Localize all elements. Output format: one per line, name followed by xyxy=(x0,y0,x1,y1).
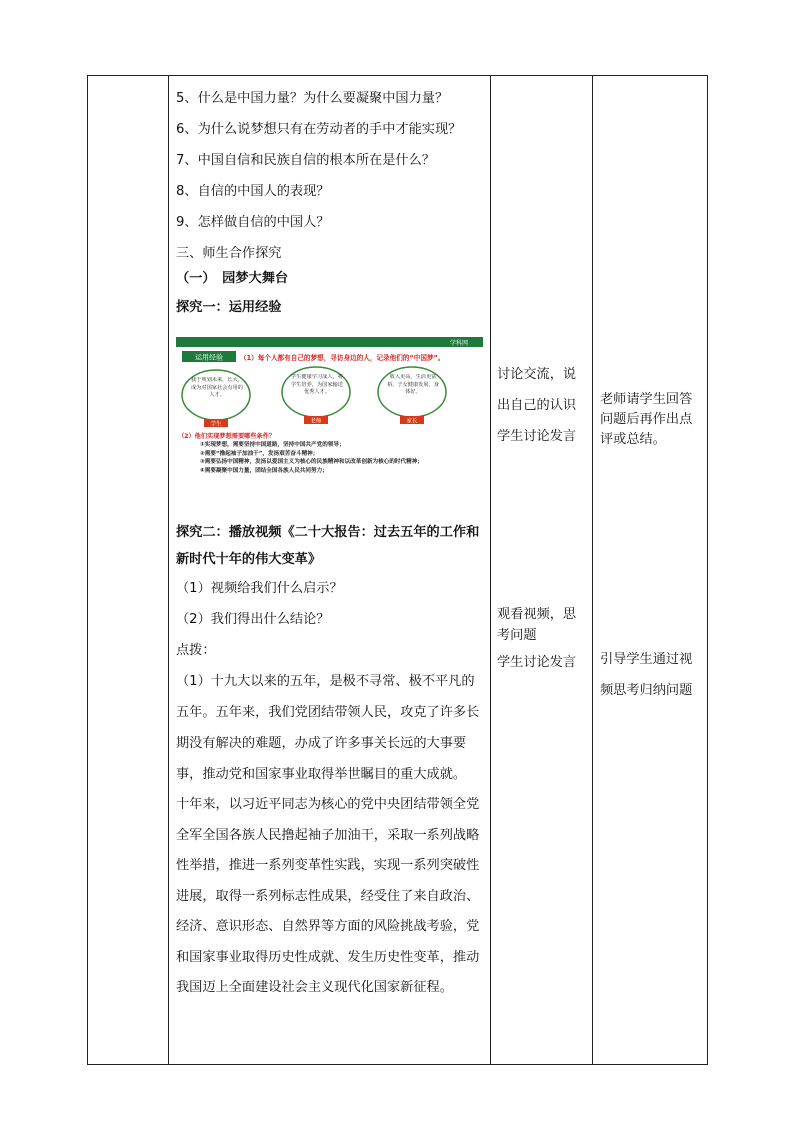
teaching-content-cell xyxy=(169,76,491,1065)
hint-label: 点拨： xyxy=(176,643,216,658)
design-note-1: 老师请学生回答问题后再作出点评或总结。 xyxy=(600,392,693,447)
bubble-teacher: 学生健康学习成人，将学生培养，为国家输送优秀人才。 老师 xyxy=(282,367,350,425)
blank-left-column xyxy=(88,76,169,1065)
bubble-parent: 收入更高，生活更富裕，子女健康发展，身体好。 家长 xyxy=(378,367,446,425)
explore2-title: 探究二：播放视频《二十大报告：过去五年的工作和新时代十年的伟大变革》 xyxy=(176,525,480,567)
bubble-tag-parent: 家长 xyxy=(406,418,418,425)
lesson-table xyxy=(87,75,708,1065)
figure-svg xyxy=(176,337,483,507)
student-activity-2: 观看视频，思考问题 学生讨论发言 xyxy=(497,607,577,670)
hint-paragraph-1: （1）十九大以来的五年，是极不寻常、极不平凡的五年。五年来，我们党团结带领人民，攻克了许多长期没有解决的难题，办成了许多事关长远的大事要事，推动党和国家事业取得举世瞩目的重大成就。 xyxy=(176,674,480,782)
explore1-title: 探究一：运用经验 xyxy=(176,300,282,315)
video-question-2: （2）我们得出什么结论？ xyxy=(176,612,330,627)
design-intent-cell xyxy=(593,76,708,1065)
bubble-tag-teacher: 老师 xyxy=(310,418,322,425)
bubble-student: 我于规划未来，长大，成为对国家社会有用的人才。 学生 xyxy=(182,370,250,428)
bubble-tag-student: 学生 xyxy=(210,421,222,428)
hint-paragraph-2: 十年来，以习近平同志为核心的党中央团结带领全党全军全国各族人民撸起袖子加油干，采取一系列战略性举措，推进一系列变革性实践，实现一系列突破性进展，取得一系列标志性成果，经受住了来自政治、经济、意识形态、自然界等方面的风险挑战考验，党和国家事业取得历史性成就、发生历史性变革，推动我国迈上全面建设社会主义现代化国家新征程。 xyxy=(176,797,480,995)
student-activity-cell xyxy=(491,76,593,1065)
video-question-1: （1）视频给我们什么启示？ xyxy=(176,581,343,596)
question-9: 9、怎样做自信的中国人？ xyxy=(176,215,330,230)
question-8: 8、自信的中国人的表现？ xyxy=(176,184,330,199)
design-note-2: 引导学生通过视频思考归纳问题 xyxy=(600,652,693,698)
figure-brand: 学科网 xyxy=(449,340,468,347)
student-activity-1: 讨论交流，说出自己的认识 学生讨论发言 xyxy=(497,367,577,444)
question-5: 5、什么是中国力量？为什么要凝聚中国力量？ xyxy=(176,91,449,106)
figure-conditions: ①实现梦想，需要坚持中国道路，坚持中国共产党的领导； ②需要“撸起袖子加油干”，发扬艰苦奋斗精神； ③需要弘扬中国精神，发扬以爱国主义为核心的民族精神和以改革创新为核心的时代精神； ④需要凝聚中国力量，团结全国各族人民共同努力； xyxy=(200,442,423,474)
question-7: 7、中国自信和民族自信的根本所在是什么？ xyxy=(176,153,435,168)
section-title: 三、师生合作探究 xyxy=(176,246,282,261)
sub-title: （一） 园梦大舞台 xyxy=(176,271,289,286)
figure-tag: 运用经验 xyxy=(195,353,223,362)
figure-question1: （1）每个人都有自己的梦想，寻访身边的人，记录他们的“中国梦”。 xyxy=(240,354,445,362)
question-6: 6、为什么说梦想只有在劳动者的手中才能实现？ xyxy=(176,122,462,137)
figure-question2: （2）他们实现梦想需要哪些条件？ xyxy=(178,433,276,440)
experience-figure xyxy=(176,337,483,507)
figure-header-bar xyxy=(176,337,483,347)
